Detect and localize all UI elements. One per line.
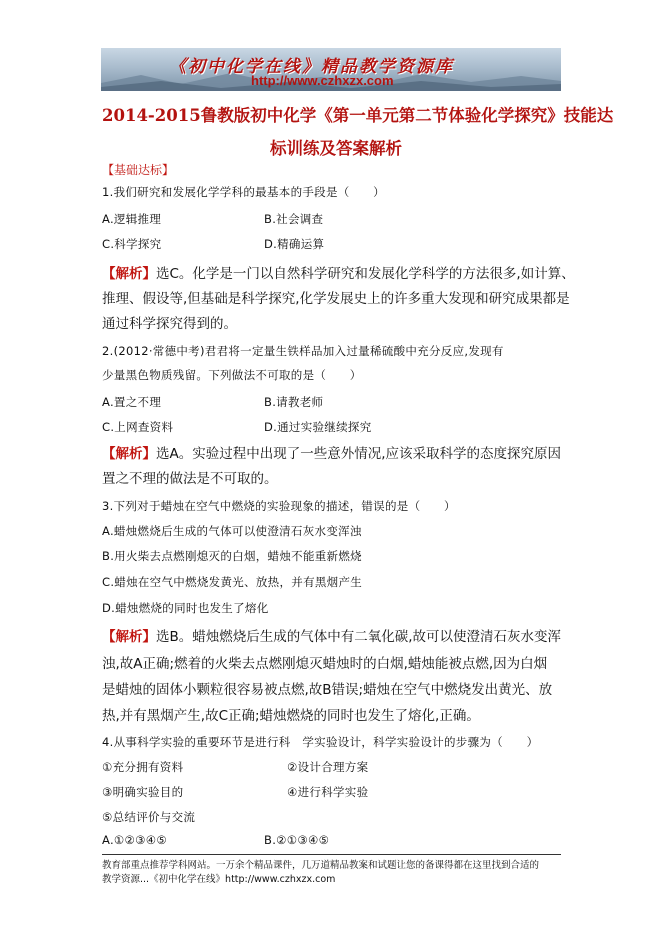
question-2-option-b: B.请教老师 [264,395,324,409]
question-2-option-d: D.通过实验继续探究 [264,420,372,434]
question-1-explanation-line3: 通过科学探究得到的。 [102,316,237,332]
question-2-option-a: A.置之不理 [102,395,162,409]
question-3-option-c: C.蜡烛在空气中燃烧发黄光、放热，并有黑烟产生 [102,575,363,589]
question-2-explanation-line2: 置之不理的做法是不可取的。 [102,471,278,487]
explanation-text: 选B。蜡烛燃烧后生成的气体中有二氧化碳,故可以使澄清石灰水变浑 [156,629,562,645]
question-4-step-4: ④进行科学实验 [287,785,369,799]
section-label: 【基础达标】 [102,163,175,177]
document-title-line1: 2014-2015鲁教版初中化学《第一单元第二节体验化学探究》技能达 [102,106,614,125]
question-4-step-5: ⑤总结评价与交流 [102,810,196,824]
question-4-stem: 4.从事科学实验的重要环节是进行科 学实验设计，科学实验设计的步骤为（ ） [102,735,539,749]
header-banner [101,48,561,91]
question-2-option-c: C.上网查资料 [102,420,174,434]
question-4-option-b: B.②①③④⑤ [264,833,330,847]
question-4-option-a: A.①②③④⑤ [102,833,167,847]
question-3-explanation-line3: 是蜡烛的固体小颗粒很容易被点燃,故B错误;蜡烛在空气中燃烧发出黄光、放 [102,682,553,698]
question-2-stem-line2: 少量黑色物质残留。下列做法不可取的是（ ） [102,368,362,382]
banner-title: 《初中化学在线》精品教学资源库 [169,57,454,77]
explanation-text: 选C。化学是一门以自然科学研究和发展化学科学的方法很多,如计算、 [156,266,575,282]
footer-line1: 教育部重点推荐学科网站。一万余个精品课件，几万道精品教案和试题让您的备课得都在这里找到合适的 [102,860,540,871]
explanation-tag: 【解析】 [102,629,156,645]
question-2-stem-line1: 2.(2012·常德中考)君君将一定量生铁样品加入过量稀硫酸中充分反应,发现有 [102,344,504,358]
question-3-explanation-line1 [102,625,561,645]
footer-line2[interactable]: 教学资源...《初中化学在线》http://www.czhxzx.com [102,874,336,885]
question-1-explanation-line2: 推理、假设等,但基础是科学探究,化学发展史上的许多重大发现和研究成果都是 [102,291,570,307]
explanation-text: 选A。实验过程中出现了一些意外情况,应该采取科学的态度探究原因 [156,446,562,462]
question-1-option-d: D.精确运算 [264,237,325,251]
banner-url[interactable]: http://www.czhxzx.com [251,73,394,88]
question-1-stem: 1.我们研究和发展化学学科的最基本的手段是（ ） [102,185,385,199]
question-3-option-a: A.蜡烛燃烧后生成的气体可以使澄清石灰水变浑浊 [102,524,362,538]
question-2-explanation-line1 [102,442,561,462]
question-3-explanation-line2: 浊,故A正确;燃着的火柴去点燃刚熄灭蜡烛时的白烟,蜡烛能被点燃,因为白烟 [102,656,548,672]
question-4-step-2: ②设计合理方案 [287,760,369,774]
question-3-stem: 3.下列对于蜡烛在空气中燃烧的实验现象的描述，错误的是（ ） [102,499,456,513]
question-1-explanation-line1 [102,262,575,282]
footer-divider [102,854,561,855]
question-3-option-d: D.蜡烛燃烧的同时也发生了熔化 [102,601,269,615]
question-4-step-3: ③明确实验目的 [102,785,184,799]
question-3-option-b: B.用火柴去点燃刚熄灭的白烟，蜡烛不能重新燃烧 [102,549,362,563]
document-title-line2: 标训练及答案解析 [270,139,402,158]
question-1-option-b: B.社会调查 [264,212,324,226]
explanation-tag: 【解析】 [102,446,156,462]
question-3-explanation-line4: 热,并有黑烟产生,故C正确;蜡烛燃烧的同时也发生了熔化,正确。 [102,708,480,724]
question-1-option-a: A.逻辑推理 [102,212,162,226]
question-4-step-1: ①充分拥有资料 [102,760,184,774]
explanation-tag: 【解析】 [102,266,156,282]
question-1-option-c: C.科学探究 [102,237,162,251]
